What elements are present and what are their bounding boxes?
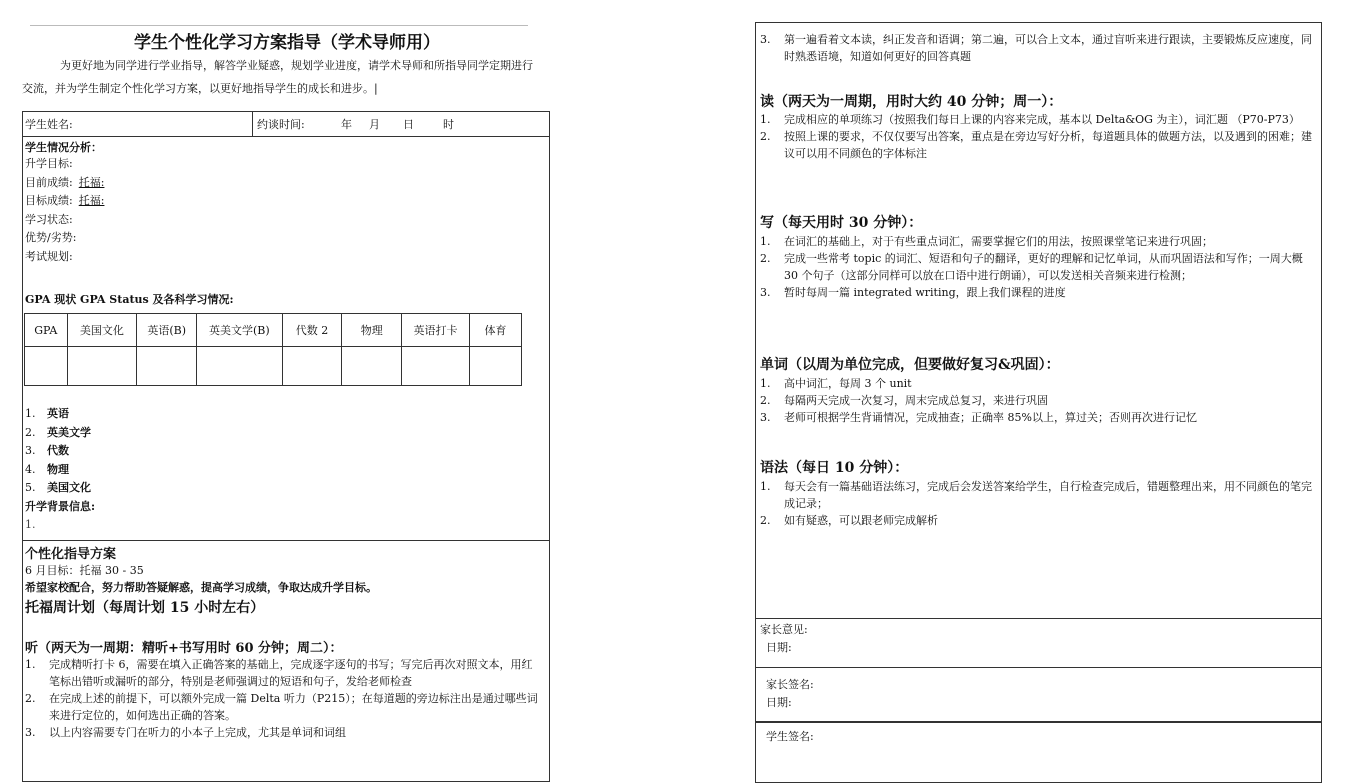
reading-heading: 读（两天为一周期，用时大约 40 分钟；周一）： xyxy=(760,94,1063,110)
time-day: 日 xyxy=(403,118,414,131)
table-cell xyxy=(282,347,342,386)
list-item: 1. 在词汇的基础上，对于有些重点词汇，需要掌握它们的用法，按照课堂笔记来进行巩固； xyxy=(760,235,1213,248)
table-header-cell: 美国文化 xyxy=(67,314,137,347)
list-item: 1. 每天会有一篇基础语法练习，完成后会发送答案给学生，自行检查完成后，错题整理出来，用不同颜色的笔完成记录； xyxy=(760,480,1312,510)
list-item: 3. 以上内容需要专门在听力的小本子上完成，尤其是单词和词组 xyxy=(25,726,346,739)
background-first-item: 1. xyxy=(25,518,36,531)
date-label: 日期: xyxy=(766,696,792,709)
june-goal: 6 月目标：托福 30 - 35 xyxy=(25,564,144,577)
list-item: 2. 每隔两天完成一次复习，周末完成总复习，来进行巩固 xyxy=(760,394,1048,407)
right-top-list xyxy=(760,31,1312,65)
analysis-heading: 学生情况分析： xyxy=(25,141,102,154)
time-hour: 时 xyxy=(443,118,454,131)
list-item: 2. 完成一些常考 topic 的词汇、短语和句子的翻译，更好的理解和记忆单词，从而巩固语法和写作；一周大概 30 个句子（这部分同样可以放在口语中进行朗诵），可以发送相关音频来进行检测； xyxy=(760,252,1303,282)
plan-heading: 个性化指导方案 xyxy=(25,547,117,562)
writing-heading: 写（每天用时 30 分钟）： xyxy=(760,215,923,231)
gpa-heading: GPA 现状 GPA Status 及各科学习情况: xyxy=(25,293,234,306)
list-item: 5. 美国文化 xyxy=(25,481,91,494)
subject-list xyxy=(25,405,95,535)
time-year: 年 xyxy=(341,118,352,131)
analysis-line: 考试规划: xyxy=(25,249,73,263)
table-cell xyxy=(342,347,402,386)
table-header-cell: 体育 xyxy=(469,314,521,347)
table-header-cell: 物理 xyxy=(342,314,402,347)
list-item: 3. 老师可根据学生背诵情况，完成抽查；正确率 85%以上，算过关；否则再次进行记忆 xyxy=(760,411,1197,424)
table-cell xyxy=(67,347,137,386)
list-item: 3. 第一遍看着文本读，纠正发音和语调；第二遍，可以合上文本，通过盲听来进行跟读，主要锻炼反应速度，同时熟悉语境，知道如何更好的回答真题 xyxy=(760,33,1312,63)
list-item: 2. 在完成上述的前提下，可以额外完成一篇 Delta 听力（P215）；在每道题的旁边标注出是通过哪些词来进行定位的，如何选出正确的答案。 xyxy=(25,692,538,722)
grammar-list xyxy=(760,478,1312,529)
analysis-line: 目标成绩: 托福: xyxy=(25,194,105,207)
student-sign-section xyxy=(755,721,1322,783)
listening-list xyxy=(25,656,543,741)
list-item: 1. 完成相应的单项练习（按照我们每日上课的内容来完成，基本以 Delta&OG 为主），词汇题 （P70-P73） xyxy=(760,113,1300,126)
family-school-note: 希望家校配合，努力帮助答疑解惑，提高学习成绩，争取达成升学目标。 xyxy=(25,581,377,594)
time-month: 月 xyxy=(369,118,380,131)
table-row xyxy=(25,314,522,347)
student-info-row xyxy=(22,111,550,137)
list-item: 3. 代数 xyxy=(25,444,69,457)
table-row xyxy=(25,347,522,386)
left-page xyxy=(0,0,570,766)
document-title: 学生个性化学习方案指导（学术导师用） xyxy=(134,33,440,53)
parent-opinion-label: 家长意见: xyxy=(760,623,808,636)
table-header-cell: 代数 2 xyxy=(282,314,342,347)
parent-sign-section xyxy=(755,667,1322,723)
vocab-list xyxy=(760,375,1312,426)
table-header-cell: GPA xyxy=(25,314,68,347)
listening-heading: 听（两天为一周期：精听+书写用时 60 分钟；周二）： xyxy=(25,641,343,656)
header-divider xyxy=(30,25,528,26)
reading-list xyxy=(760,111,1312,162)
intro-paragraph: 为更好地为同学进行学业指导，解答学业疑惑，规划学业进度，请学术导师和所指导同学定期进行交流，并为学生制定个性化学习方案，以更好地指导学生的成长和进步。| xyxy=(22,59,533,95)
analysis-line: 升学目标: xyxy=(25,157,73,170)
table-cell xyxy=(469,347,521,386)
table-cell xyxy=(137,347,197,386)
analysis-line: 学习状态: xyxy=(25,212,73,226)
writing-list xyxy=(760,233,1312,301)
background-heading: 升学背景信息: xyxy=(25,499,96,513)
parent-opinion-section xyxy=(755,617,1322,668)
list-item: 2. 英美文学 xyxy=(25,425,91,439)
vocab-heading: 单词（以周为单位完成，但要做好复习&巩固）： xyxy=(760,357,1060,373)
list-item: 2. 按照上课的要求，不仅仅要写出答案，重点是在旁边写好分析，每道题具体的做题方法，以及遇到的困难；建议可以用不同颜色的字体标注 xyxy=(760,130,1312,160)
analysis-line: 优势/劣势: xyxy=(25,231,77,244)
table-header-cell: 英美文学(B) xyxy=(197,314,282,347)
list-item: 1. 高中词汇，每周 3 个 unit xyxy=(760,377,912,390)
table-cell xyxy=(402,347,470,386)
analysis-lines xyxy=(25,155,132,266)
parent-signature-label: 家长签名: xyxy=(766,678,814,691)
list-item: 3. 暂时每周一篇 integrated writing，跟上我们课程的进度 xyxy=(760,286,1066,299)
plan-section xyxy=(22,540,550,782)
table-header-cell: 英语(B) xyxy=(137,314,197,347)
student-signature-label: 学生签名: xyxy=(766,730,814,743)
list-item: 2. 如有疑惑，可以跟老师完成解析 xyxy=(760,514,938,527)
gpa-table xyxy=(24,313,522,386)
grammar-heading: 语法（每日 10 分钟）： xyxy=(760,460,909,476)
table-cell xyxy=(197,347,282,386)
date-label: 日期: xyxy=(766,641,792,654)
row-divider xyxy=(252,112,253,136)
analysis-line: 目前成绩: 托福: xyxy=(25,175,105,189)
right-main-section xyxy=(755,22,1322,619)
list-item: 1. 英语 xyxy=(25,407,69,420)
table-header-cell: 英语打卡 xyxy=(402,314,470,347)
list-item: 1. 完成精听打卡 6，需要在填入正确答案的基础上，完成逐字逐句的书写；写完后再次对照文本，用红笔标出错听或漏听的部分，特别是老师强调过的短语和句子，发给老师检查 xyxy=(25,658,533,688)
toefl-week-plan: 托福周计划（每周计划 15 小时左右） xyxy=(25,600,265,616)
student-name-label: 学生姓名: xyxy=(25,118,73,131)
interview-time-label: 约谈时间: xyxy=(257,118,305,131)
list-item: 4. 物理 xyxy=(25,462,69,476)
table-cell xyxy=(25,347,68,386)
